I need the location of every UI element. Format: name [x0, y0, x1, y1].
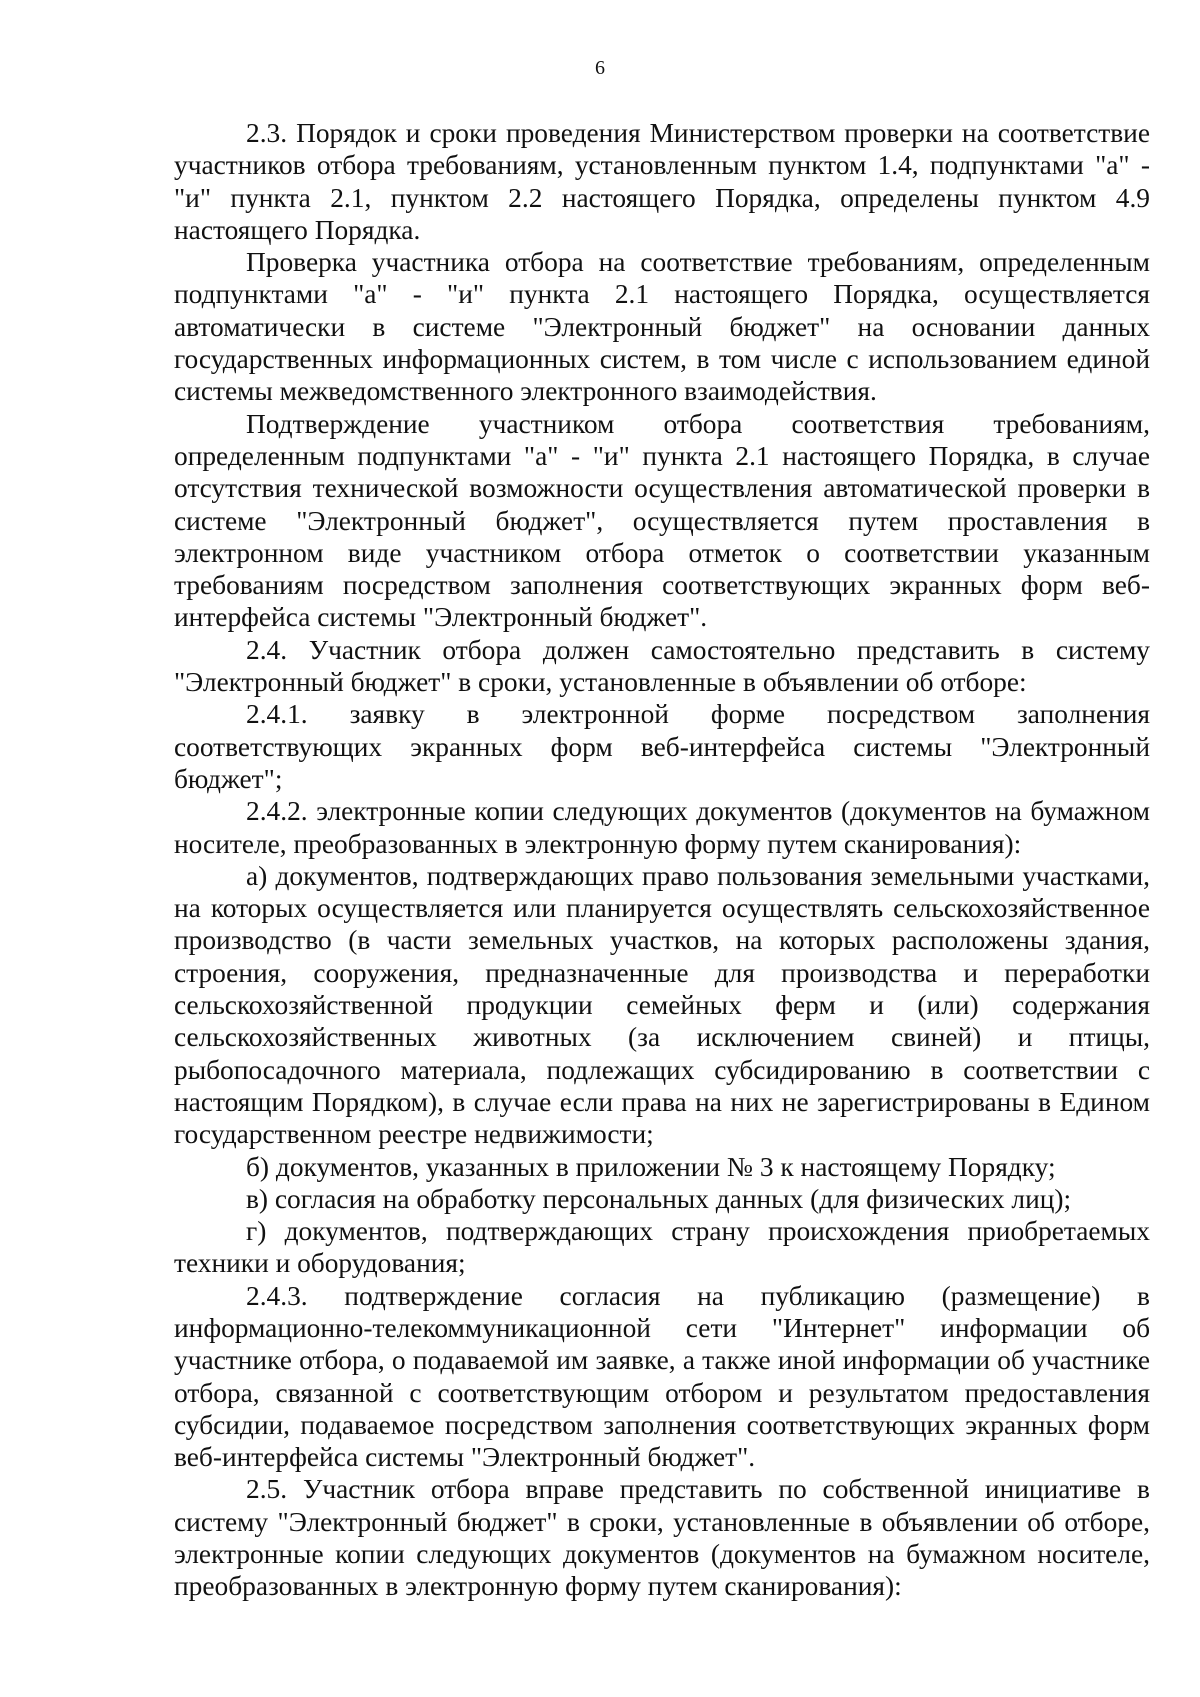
list-item-a: а) документов, подтверждающих право пользования земельными участками, на которых осуществляется или планируется осуществлять сельскохозяйственное производство (в части земельных участков, на которых расположены здания, строения, сооружения, предназначенные для производства и переработки сельскохозяйственной продукции семейных ферм и (или) содержания сельскохозяйственных животных (за исключением свиней) и птицы, рыбопосадочного материала, подлежащих субсидированию в соответствии с настоящим Порядком), в случае если права на них не зарегистрированы в Едином государственном реестре недвижимости;	[174, 860, 1150, 1150]
paragraph-2-4-3: 2.4.3. подтверждение согласия на публикацию (размещение) в информационно-телекоммуникационной сети "Интернет" информации об участнике отбора, о подаваемой им заявке, а также иной информации об участнике отбора, связанной с соответствующим отбором и результатом предоставления субсидии, подаваемое посредством заполнения соответствующих экранных форм веб-интерфейса системы "Электронный бюджет".	[174, 1280, 1150, 1473]
page-number: 6	[595, 57, 605, 79]
list-item-g: г) документов, подтверждающих страну происхождения приобретаемых техники и оборудования;	[174, 1216, 1150, 1279]
paragraph-2-4-1: 2.4.1. заявку в электронной форме посредством заполнения соответствующих экранных форм веб-интерфейса системы "Электронный бюджет";	[174, 699, 1150, 794]
paragraph-2-4-2: 2.4.2. электронные копии следующих документов (документов на бумажном носителе, преобразованных в электронную форму путем сканирования):	[174, 796, 1150, 859]
list-item-v: в) согласия на обработку персональных данных (для физических лиц);	[246, 1183, 1072, 1214]
paragraph-confirmation: Подтверждение участником отбора соответствия требованиям, определенным подпунктами "а" - "и" пункта 2.1 настоящего Порядка, в случае отсутствия технической возможности осуществления автоматической проверки в системе "Электронный бюджет", осуществляется путем проставления в электронном виде участником отбора отметок о соответствии указанным требованиям посредством заполнения соответствующих экранных форм веб-интерфейса системы "Электронный бюджет".	[174, 408, 1150, 633]
paragraph-2-5: 2.5. Участник отбора вправе представить по собственной инициативе в систему "Электронный бюджет" в сроки, установленные в объявлении об отборе, электронные копии следующих документов (документов на бумажном носителе, преобразованных в электронную форму путем сканирования):	[174, 1474, 1150, 1602]
document-body	[174, 117, 1150, 1603]
paragraph-verification: Проверка участника отбора на соответствие требованиям, определенным подпунктами "а" - "и" пункта 2.1 настоящего Порядка, осуществляется автоматически в системе "Электронный бюджет" на основании данных государственных информационных систем, в том числе с использованием единой системы межведомственного электронного взаимодействия.	[174, 247, 1150, 407]
paragraph-2-4: 2.4. Участник отбора должен самостоятельно представить в систему "Электронный бюджет" в сроки, установленные в объявлении об отборе:	[174, 634, 1150, 698]
paragraph-2-3: 2.3. Порядок и сроки проведения Министерством проверки на соответствие участников отбора требованиям, установленным пунктом 1.4, подпунктами "а" - "и" пункта 2.1, пунктом 2.2 настоящего Порядка, определены пунктом 4.9 настоящего Порядка.	[174, 118, 1150, 245]
list-item-b: б) документов, указанных в приложении № 3 к настоящему Порядку;	[246, 1151, 1056, 1182]
